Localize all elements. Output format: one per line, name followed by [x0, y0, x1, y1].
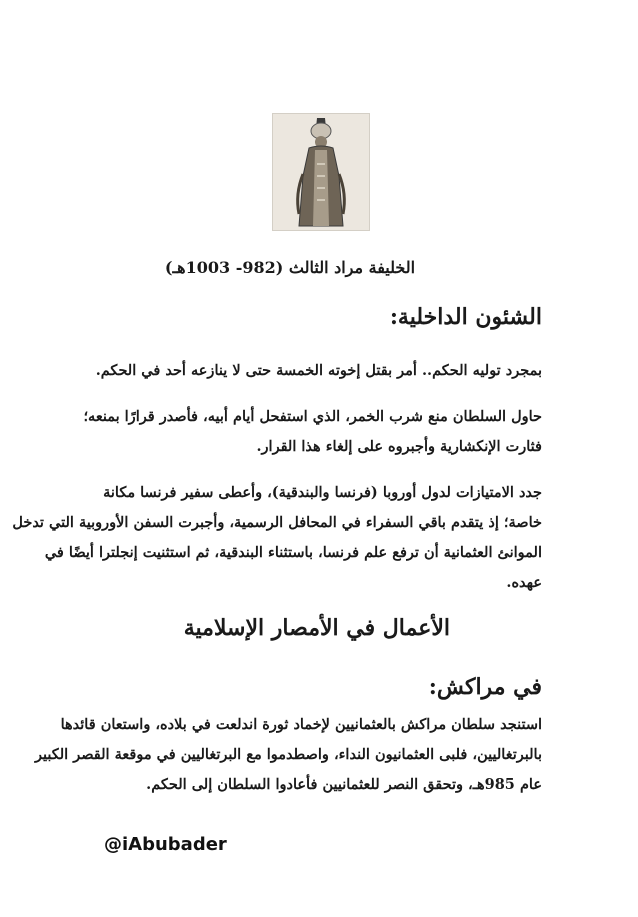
- section-heading-islamic-regions: الأعمال في الأمصار الإسلامية: [183, 615, 450, 641]
- text-line: عهده.: [506, 574, 542, 591]
- paragraph-wine-ban: [83, 402, 542, 462]
- text-line: حاول السلطان منع شرب الخمر، الذي استفحل أيام أبيه، فأصدر قرارًا بمنعه؛: [83, 408, 542, 425]
- portrait-figure-image: [273, 114, 369, 230]
- text-line: فثارت الإنكشارية وأجبروه على إلغاء هذا القرار.: [256, 438, 542, 455]
- subheading-morocco: في مراكش:: [428, 674, 542, 700]
- sultan-portrait: [272, 113, 370, 231]
- text-line: خاصة؛ إذ يتقدم باقي السفراء في المحافل الرسمية، وأجبرت السفن الأوروبية التي تدخل: [12, 514, 542, 531]
- watermark-handle: @iAbubader: [104, 834, 227, 855]
- text-line: جدد الامتيازات لدول أوروبا (فرنسا والبندقية)، وأعطى سفير فرنسا مكانة: [103, 484, 542, 501]
- text-line: عام 985هـ، وتحقق النصر للعثمانيين فأعادوا السلطان إلى الحكم.: [146, 776, 542, 793]
- section-heading-internal-affairs: الشئون الداخلية:: [389, 304, 542, 330]
- paragraph-capitulations: [12, 478, 542, 598]
- paragraph-morocco: [34, 710, 542, 800]
- portrait-caption: الخليفة مراد الثالث (982- 1003هـ): [164, 258, 416, 277]
- text-line: استنجد سلطان مراكش بالعثمانيين لإخماد ثورة اندلعت في بلاده، واستعان قائدها: [60, 716, 542, 733]
- text-line: الموانئ العثمانية أن ترفع علم فرنسا، باستثناء البندقية، ثم استثنيت إنجلترا أيضًا في: [44, 544, 542, 561]
- paragraph-accession: [96, 356, 542, 386]
- text-line: بالبرتغاليين، فلبى العثمانيون النداء، واصطدموا مع البرتغاليين في موقعة القصر الكبير: [34, 746, 542, 763]
- text-line: بمجرد توليه الحكم.. أمر بقتل إخوته الخمسة حتى لا ينازعه أحد في الحكم.: [95, 362, 542, 379]
